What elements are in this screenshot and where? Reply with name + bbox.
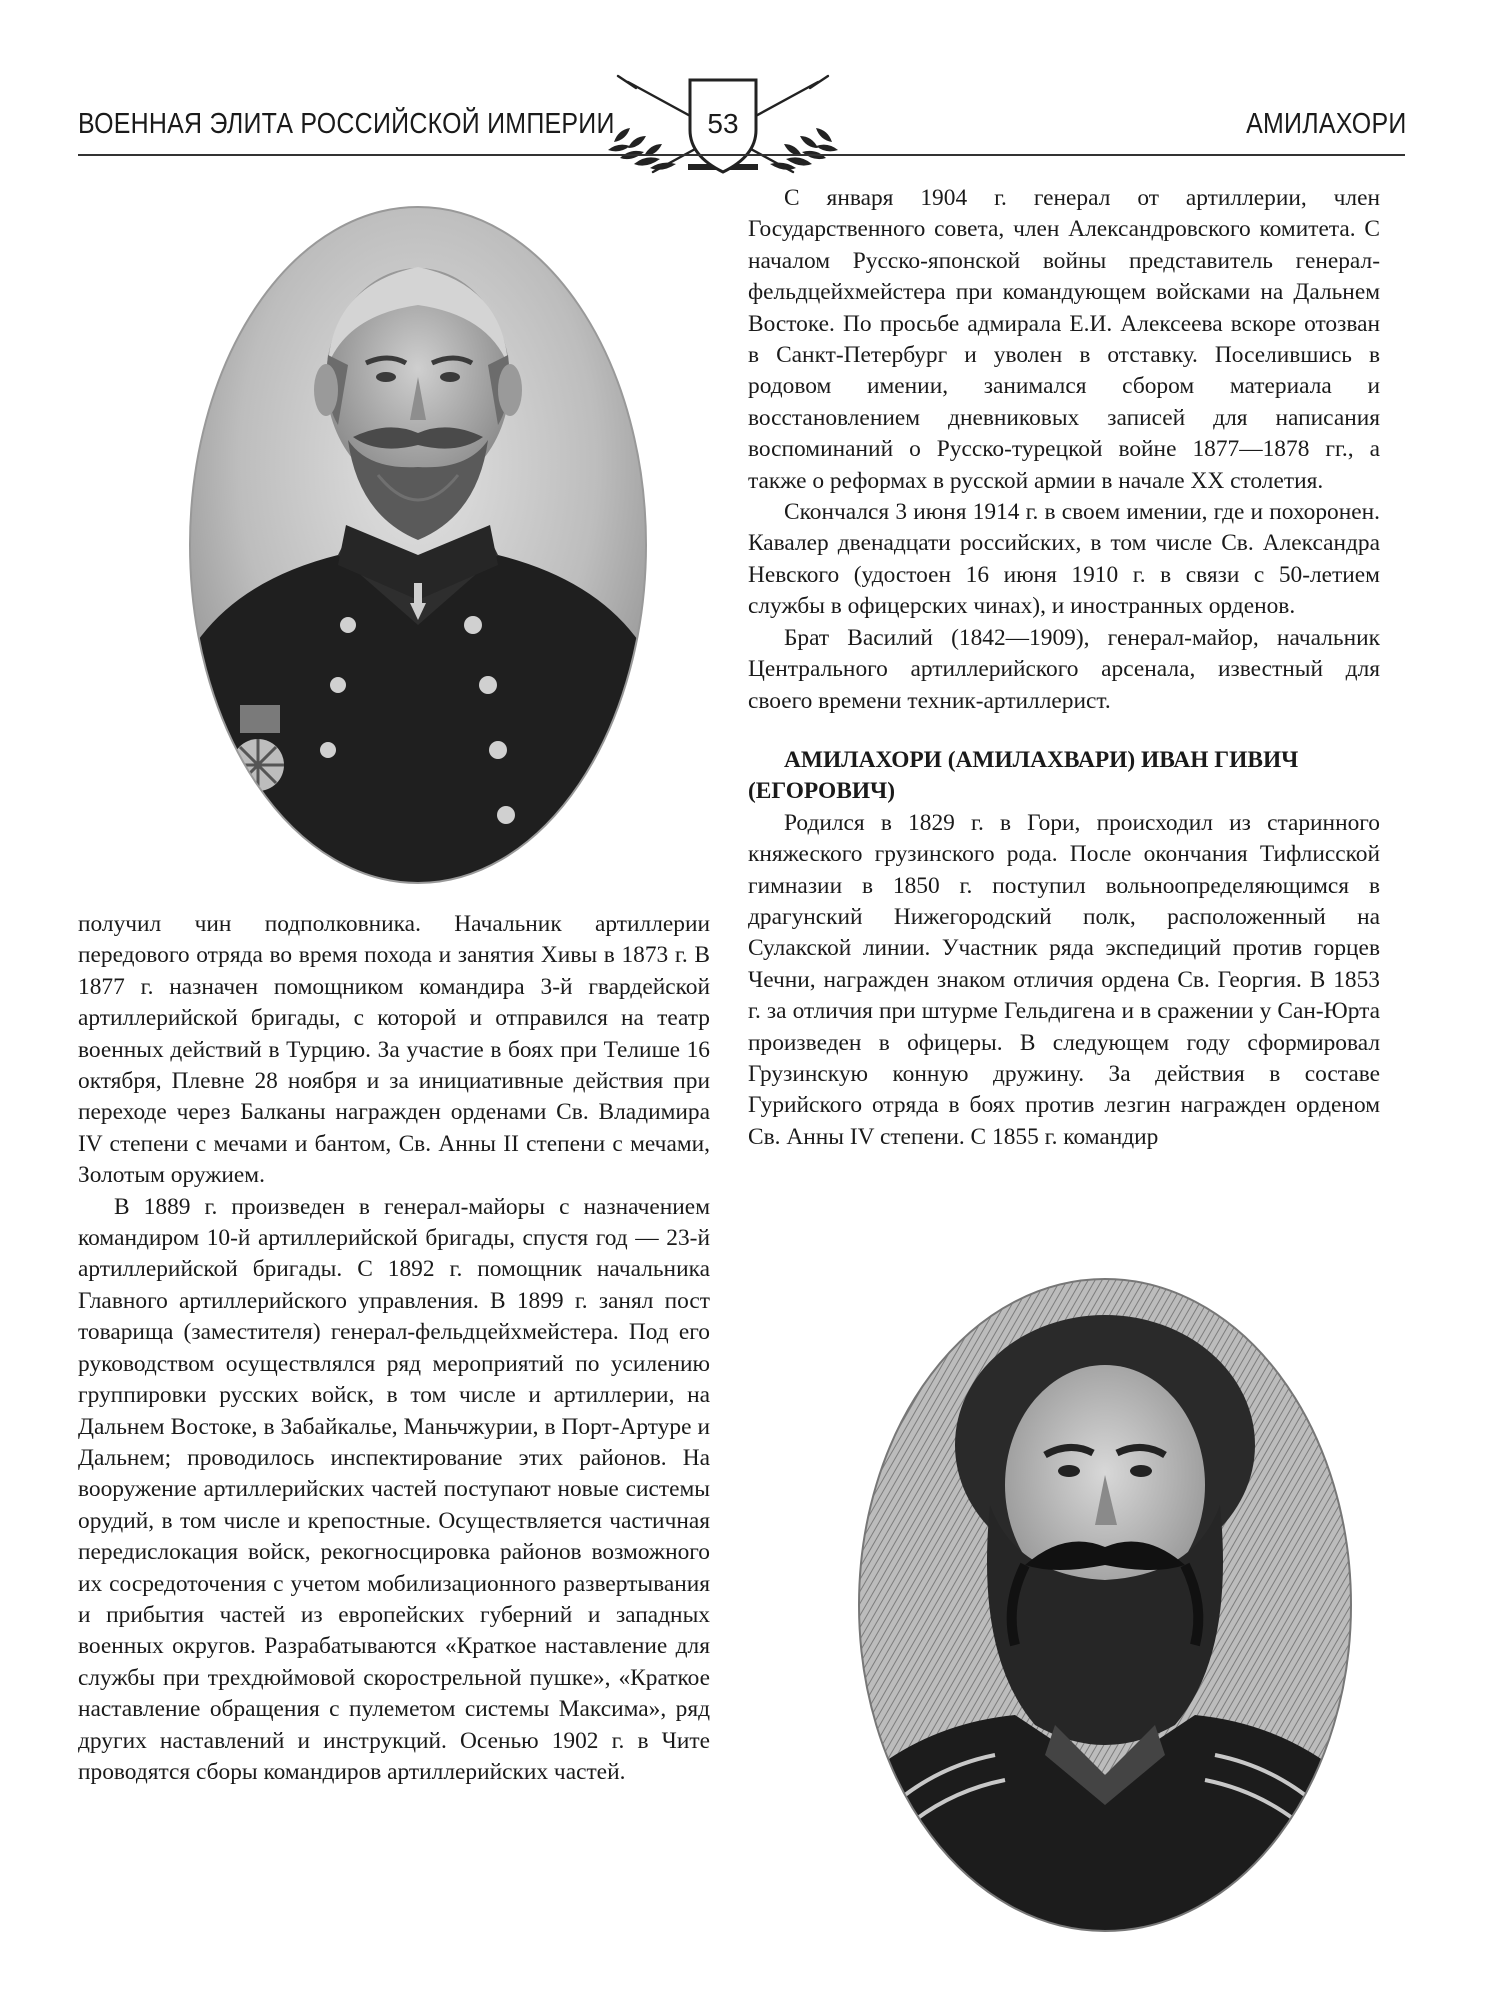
- running-head-book-title: ВОЕННАЯ ЭЛИТА РОССИЙСКОЙ ИМПЕРИИ: [78, 108, 615, 140]
- header-rule: [78, 154, 1405, 156]
- paragraph: Скончался 3 июня 1914 г. в своем имении, где и похоронен. Кавалер двенадцати российских, в том числе Св. Александра Невского (удостоен 16 июня 1910 г. в связи с 50-летием службы в офицерских чинах), и иностранных орденов.: [748, 499, 1380, 620]
- paragraph: получил чин подполковника. Начальник артиллерии передового отряда во время похода и занятия Хивы в 1873 г. В 1877 г. назначен помощником командира 3-й гвардейской артиллерийской бригады, с которой и отправился на театр военных действий в Турцию. За участие в боях при Телише 16 октября, Плевне 28 ноября и за инициативные действия при переходе через Балканы награжден орденами Св. Владимира IV степени с мечами и бантом, Св. Анны II степени с мечами, Золотым оружием.: [78, 911, 710, 1189]
- portrait-general-bald-beard: [188, 205, 648, 885]
- text-column-right: [748, 183, 1380, 1153]
- running-head-entry-name: АМИЛАХОРИ: [1246, 108, 1407, 140]
- paragraph: Родился в 1829 г. в Гори, происходил из старинного княжеского грузинского рода. После окончания Тифлисской гимназии в 1850 г. поступил вольноопределяющимся в драгунский Нижегородский полк, расположенный на Сулакской линии. Участник ряда экспедиций против горцев Чечни, награжден знаком отличия ордена Св. Георгия. В 1853 г. за отличия при штурме Гельдигена и в сражении у Сан-Юрта произведен в офицеры. В следующем году сформировал Грузинскую конную дружину. За действия в составе Гурийского отряда в боях против лезгин награжден орденом Св. Анны IV степени. С 1855 г. командир: [748, 809, 1380, 1150]
- paragraph: В 1889 г. произведен в генерал-майоры с назначением командиром 10-й артиллерийской бригады, спустя год — 23-й артиллерийской бригады. С 1892 г. помощник начальника Главного артиллерийского управления. В 1899 г. занял пост товарища (заместителя) генерал-фельдцейхмейстера. Под его руководством осуществлялся ряд мероприятий по усилению группировки русских войск, в том числе и артиллерии, на Дальнем Востоке, в Забайкалье, Маньчжурии, в Порт-Артуре и Дальнем; проводилось инспектирование этих районов. На вооружение артиллерийских частей поступают новые системы орудий, в том числе и крепостные. Осуществляется частичная передислокация войск, рекогносцировка районов возможного их сосредоточения с учетом мобилизационного развертывания и прибытия частей из европейских губерний и западных военных округов. Разрабатываются «Краткое наставление для службы при трехдюймовой скорострельной пушке», «Краткое наставление обращения с пулеметом системы Максима», ряд других наставлений и инструкций. Осенью 1902 г. в Чите проводятся сборы командиров артиллерийских частей.: [78, 1193, 710, 1785]
- paragraph: С января 1904 г. генерал от артиллерии, член Государственного совета, член Александровского комитета. С началом Русско-японской войны представитель генерал-фельдцейхмейстера при командующем войсками на Дальнем Востоке. По просьбе адмирала Е.И. Алексеева вскоре отозван в Санкт-Петербург и уволен в отставку. Поселившись в родовом имении, занимался сбором материала и восстановлением дневниковых записей для написания воспоминаний о Русско-турецкой войне 1877—1878 гг., а также о реформах в русской армии в начале XX столетия.: [748, 185, 1380, 494]
- paragraph: Брат Василий (1842—1909), генерал-майор, начальник Центрального артиллерийского арсенала, известный для своего времени техник-артиллерист.: [748, 624, 1380, 714]
- portrait-officer-long-beard-engraving: [855, 1275, 1355, 1935]
- page-number: 53: [707, 108, 739, 139]
- article-heading: АМИЛАХОРИ (АМИЛАХВАРИ) ИВАН ГИВИЧ (ЕГОРОВИЧ): [748, 746, 1299, 805]
- text-column-left: [78, 909, 710, 1788]
